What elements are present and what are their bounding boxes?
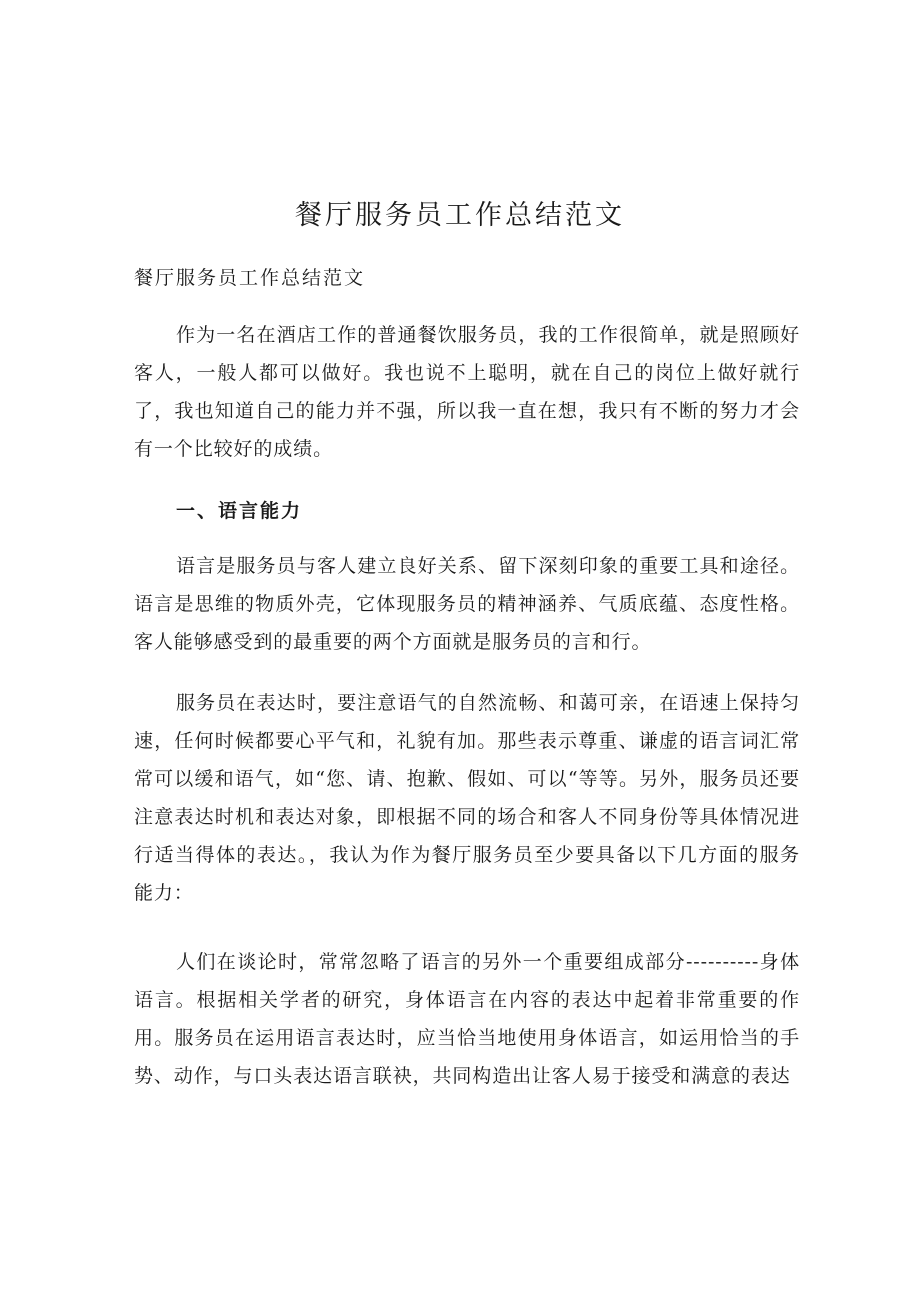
section-heading-language-ability: 一、语言能力 [176,500,303,522]
section-paragraph-1: 语言是服务员与客人建立良好关系、留下深刻印象的重要工具和途径。语言是思维的物质外壳，它体现服务员的精神涵养、气质底蕴、态度性格。客人能够感受到的最重要的两个方面就是服务员的言和行。 [134,555,800,653]
section-paragraph-2: 服务员在表达时，要注意语气的自然流畅、和蔼可亲，在语速上保持匀速，任何时候都要心平气和，礼貌有加。那些表示尊重、谦虚的语言词汇常常可以缓和语气，如“您、请、抱歉、假如、可以“等等。另外，服务员还要注意表达时机和表达对象，即根据不同的场合和客人不同身份等具体情况进行适当得体的表达。，我认为作为餐厅服务员至少要具备以下几方面的服务能力： [134,692,800,904]
document-subtitle: 餐厅服务员工作总结范文 [134,267,366,289]
document-title: 餐厅服务员工作总结范文 [295,200,625,231]
section-paragraph-3: 人们在谈论时，常常忽略了语言的另外一个重要组成部分----------身体语言。根据相关学者的研究，身体语言在内容的表达中起着非常重要的作用。服务员在运用语言表达时，应当恰当地使用身体语言，如运用恰当的手势、动作，与口头表达语言联袂，共同构造出让客人易于接受和满意的表达 [134,951,800,1087]
intro-paragraph: 作为一名在酒店工作的普通餐饮服务员，我的工作很简单，就是照顾好客人，一般人都可以做好。我也说不上聪明，就在自己的岗位上做好就行了，我也知道自己的能力并不强，所以我一直在想，我只有不断的努力才会有一个比较好的成绩。 [134,324,800,460]
